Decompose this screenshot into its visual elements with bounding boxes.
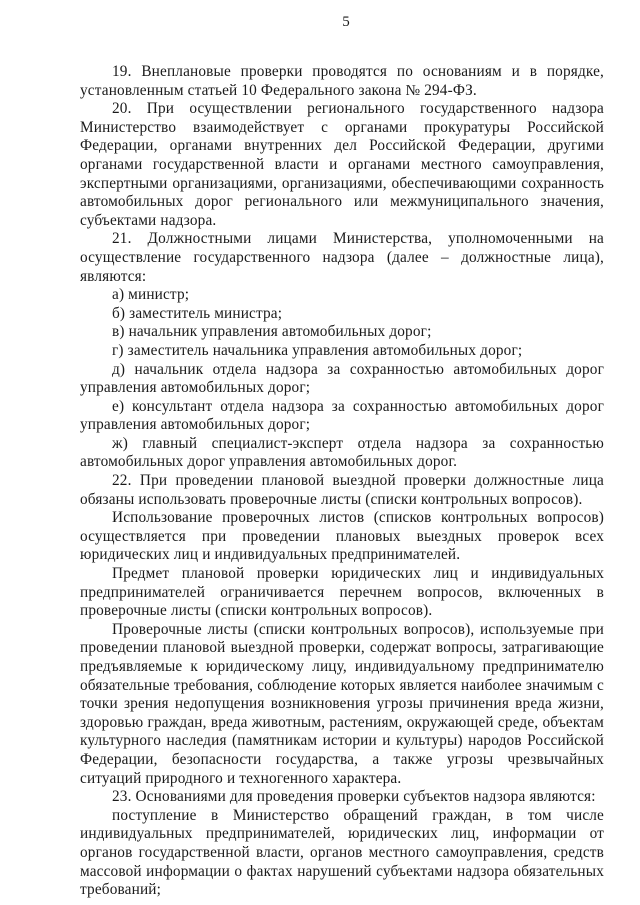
list-item-e: е) консультант отдела надзора за сохранностью автомобильных дорог управления автомобильных дорог; [80,397,604,434]
list-item-zh: ж) главный специалист-эксперт отдела надзора за сохранностью автомобильных дорог управления автомобильных дорог. [80,434,604,471]
paragraph-23: 23. Основаниями для проведения проверки субъектов надзора являются: [112,788,596,806]
paragraph-22: 22. При проведении плановой выездной проверки должностные лица обязаны использовать проверочные листы (списки контрольных вопросов). [80,472,604,508]
list-item-a: а) министр; [112,286,190,304]
list-item-b: б) заместитель министра; [112,304,283,322]
page-number: 5 [342,14,350,30]
paragraph-19: 19. Внеплановые проверки проводятся по основаниям и в порядке, установленным статьей 10 Федерального закона № 294-ФЗ. [80,63,604,99]
list-item-v: в) начальник управления автомобильных дорог; [112,323,432,341]
paragraph-inspection-subject: Предмет плановой проверки юридических лиц и индивидуальных предпринимателей ограничивается перечнем вопросов, включенных в проверочные листы (списки контрольных вопросов). [80,565,604,620]
document-body [80,63,604,900]
paragraph-checklists-usage: Использование проверочных листов (списков контрольных вопросов) осуществляется при проведении плановых выездных проверок всех юридических лиц и индивидуальных предпринимателей. [80,509,604,564]
paragraph-21: 21. Должностными лицами Министерства, уполномоченными на осуществление государственного надзора (далее – должностные лица), являются: [80,230,604,285]
paragraph-grounds-appeals: поступление в Министерство обращений граждан, в том числе индивидуальных предпринимателей, юридических лиц, информации от органов государственной власти, органов местного самоуправления, средств массовой информации о фактах нарушений субъектами надзора обязательных требований; [80,806,604,899]
list-item-d: д) начальник отдела надзора за сохранностью автомобильных дорог управления автомобильных дорог; [80,360,604,397]
paragraph-20: 20. При осуществлении регионального государственного надзора Министерство взаимодействует с органами прокуратуры Российской Федерации, органами внутренних дел Российской Федерации, другими органами государственной власти и органами местного самоуправления, экспертными организациями, организациями, обеспечивающими сохранность автомобильных дорог регионального или межмуниципального значения, субъектами надзора. [80,100,604,229]
paragraph-checklists-content: Проверочные листы (списки контрольных вопросов), используемые при проведении плановой выездной проверки, содержат вопросы, затрагивающие предъявляемые к юридическому лицу, индивидуальному предпринимателю обязательные требования, соблюдение которых является наиболее значимым с точки зрения недопущения возникновения угрозы причинения вреда жизни, здоровью граждан, вреда животным, растениям, окружающей среде, объектам культурного наследия (памятникам истории и культуры) народов Российской Федерации, безопасности государства, а также угрозы чрезвычайных ситуаций природного и техногенного характера. [80,620,604,787]
list-item-g: г) заместитель начальника управления автомобильных дорог; [112,341,523,359]
